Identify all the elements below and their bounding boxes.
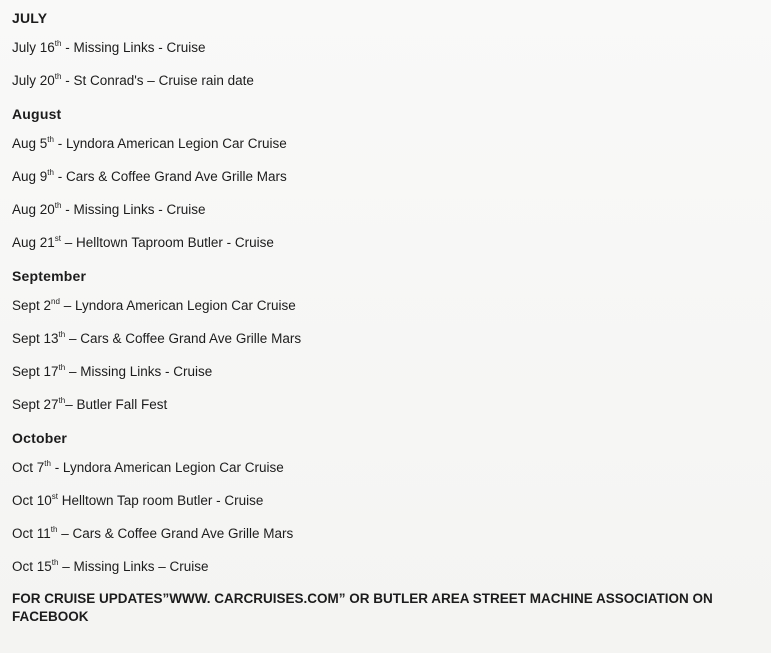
event-item: Aug 20th - Missing Links - Cruise (12, 201, 206, 217)
event-item: Sept 17th – Missing Links - Cruise (12, 363, 213, 379)
month-heading-july: JULY (12, 10, 48, 26)
event-item: Sept 2nd – Lyndora American Legion Car Cruise (12, 297, 296, 313)
event-item: Aug 5th - Lyndora American Legion Car Cruise (12, 135, 287, 151)
event-item: Sept 27th– Butler Fall Fest (12, 396, 168, 412)
event-item: July 16th - Missing Links - Cruise (12, 39, 206, 55)
event-item: Aug 21st – Helltown Taproom Butler - Cruise (12, 234, 274, 250)
event-item: July 20th - St Conrad's – Cruise rain date (12, 72, 254, 88)
event-schedule (12, 8, 762, 626)
event-item: Oct 15th – Missing Links – Cruise (12, 558, 209, 574)
month-heading-september: September (12, 268, 87, 284)
cruise-updates-notice: FOR CRUISE UPDATES”WWW. CARCRUISES.COM” OR BUTLER AREA STREET MACHINE ASSOCIATION ON FACEBOOK (12, 591, 713, 624)
event-item: Oct 7th - Lyndora American Legion Car Cruise (12, 459, 284, 475)
event-item: Aug 9th - Cars & Coffee Grand Ave Grille Mars (12, 168, 287, 184)
event-item: Oct 10st Helltown Tap room Butler - Cruise (12, 492, 264, 508)
event-item: Sept 13th – Cars & Coffee Grand Ave Grille Mars (12, 330, 302, 346)
month-heading-august: August (12, 106, 62, 122)
event-item: Oct 11th – Cars & Coffee Grand Ave Grille Mars (12, 525, 294, 541)
month-heading-october: October (12, 430, 68, 446)
